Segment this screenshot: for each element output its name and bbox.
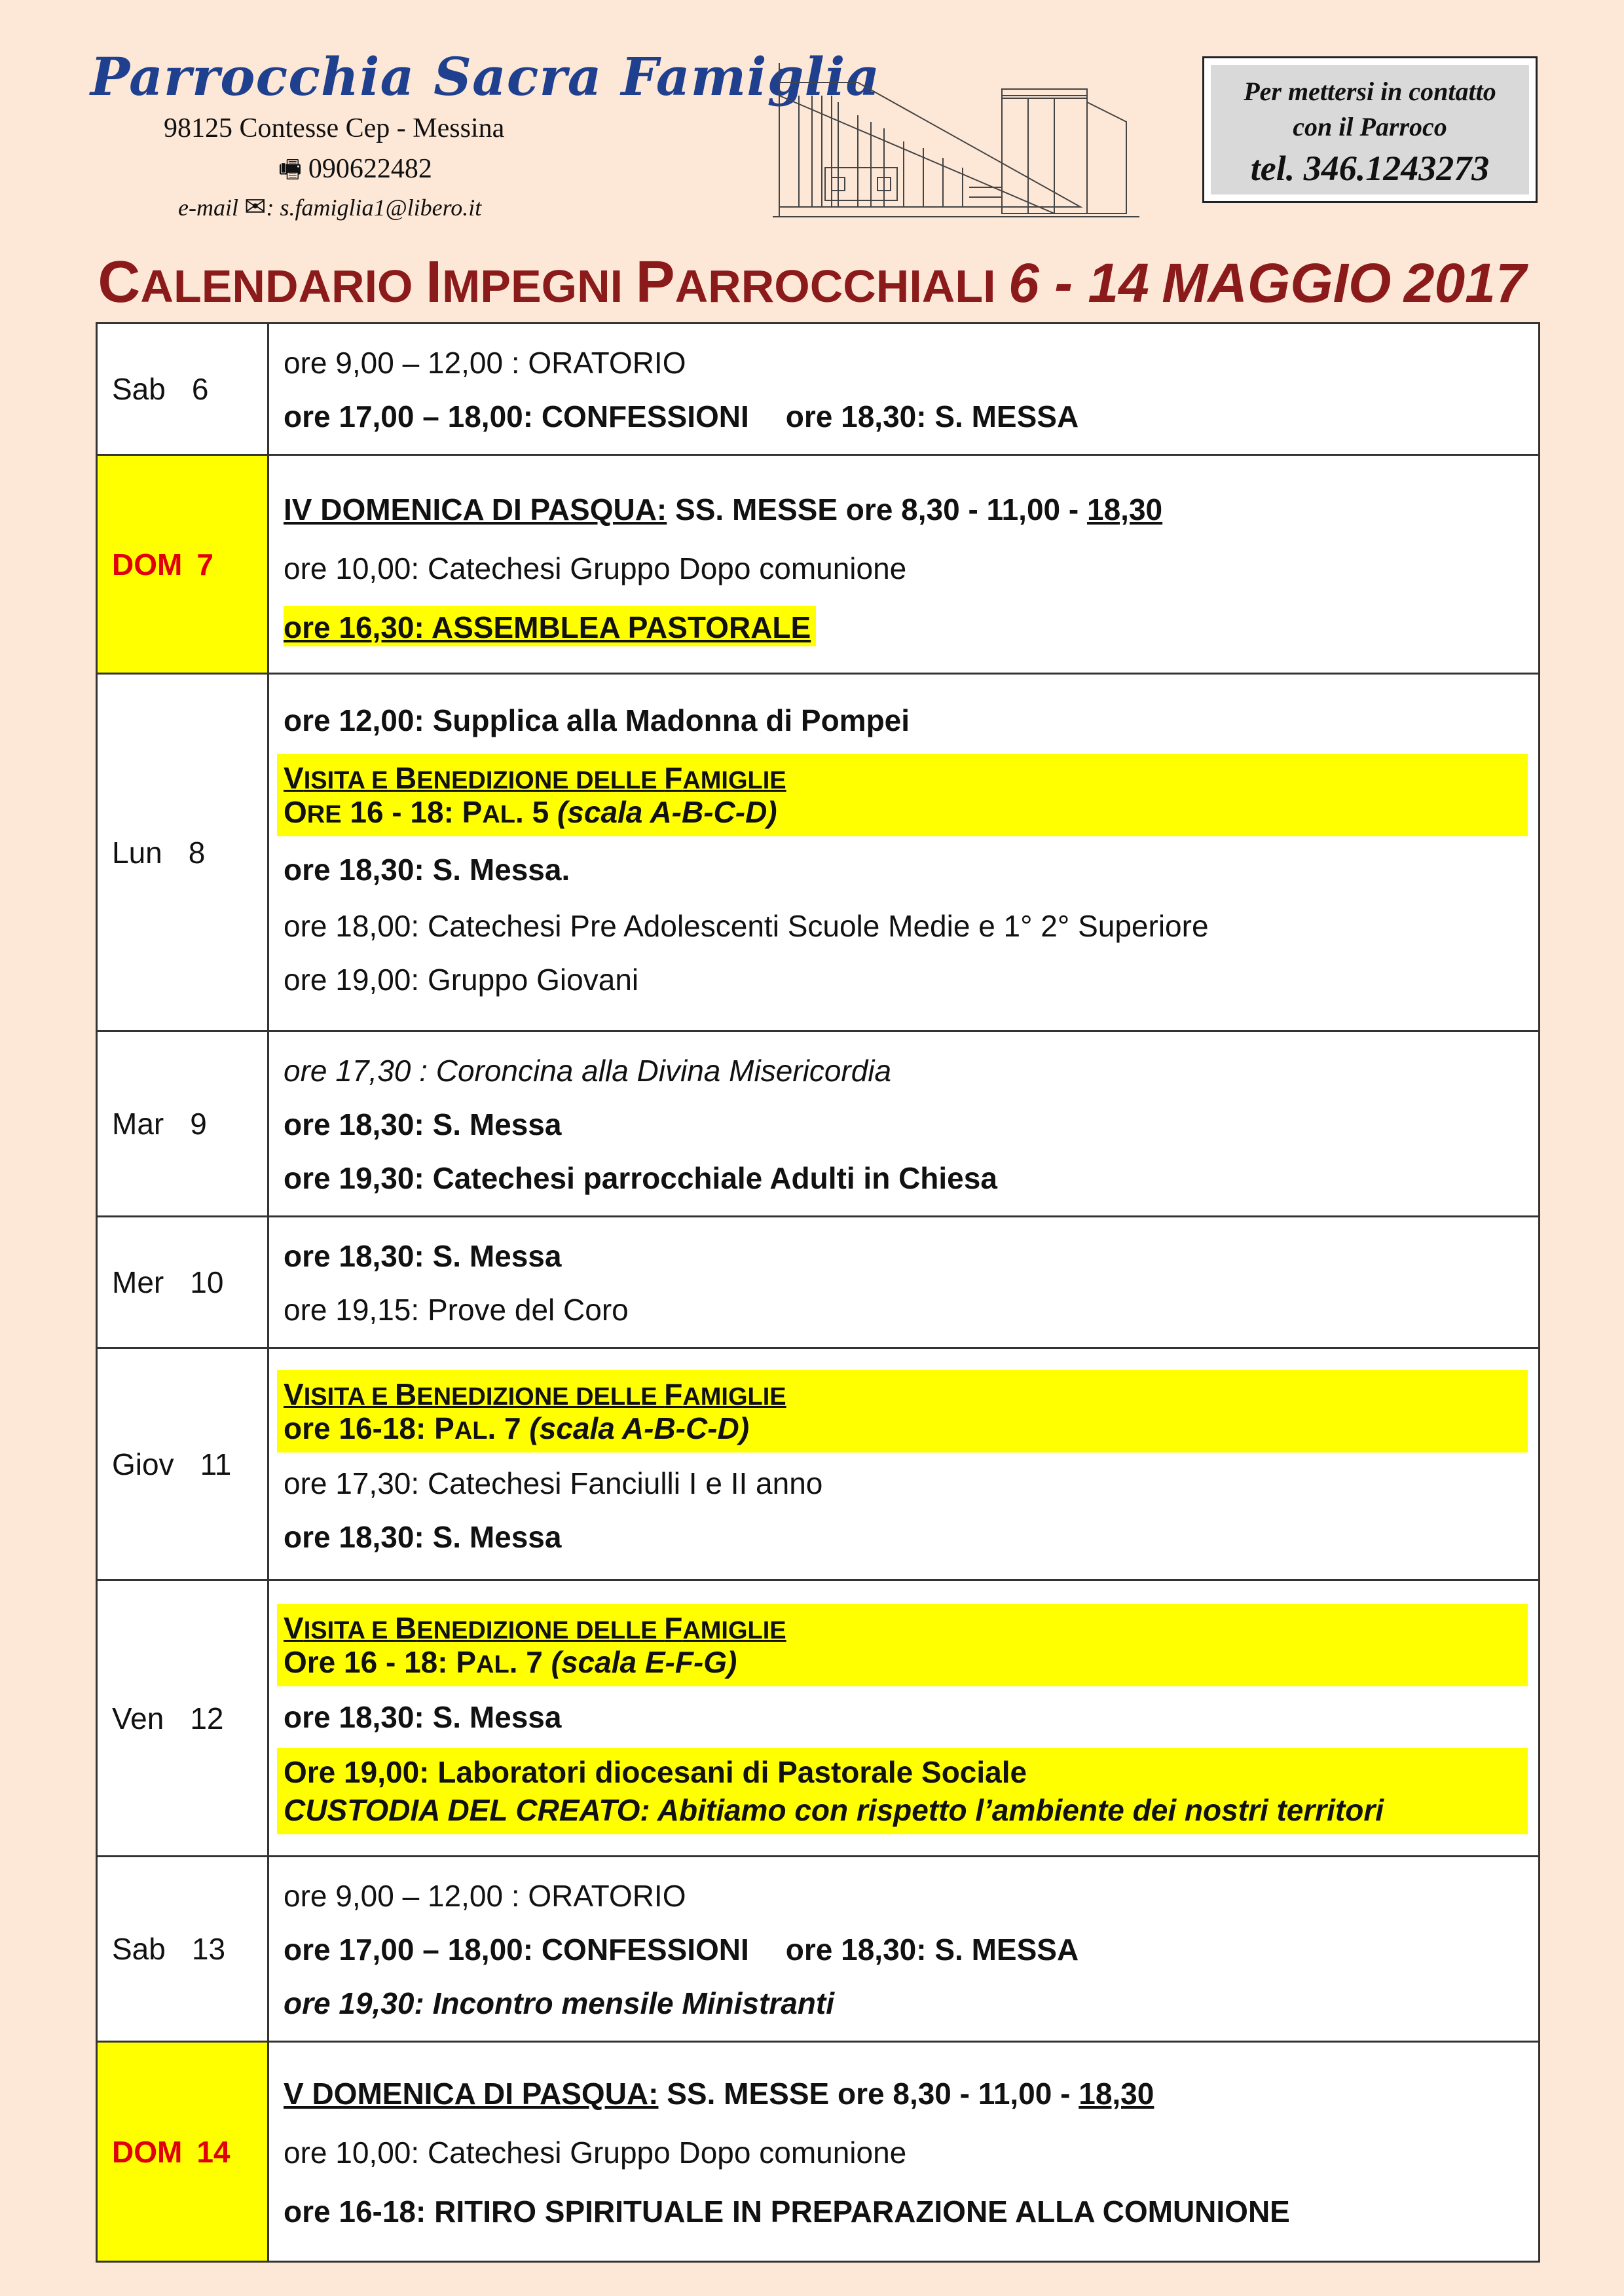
contact-box-inner — [1211, 65, 1529, 194]
event-line: ore 17,30 : Coroncina alla Divina Misericordia — [284, 1054, 892, 1088]
visita-pal-num: . 7 — [509, 1644, 551, 1679]
visita-v: V — [284, 760, 304, 795]
contact-line-2: con il Parroco — [1293, 112, 1447, 141]
event-masses: SS. MESSE ore 8,30 - 11,00 - — [667, 492, 1088, 527]
schedule-row — [97, 1348, 1540, 1580]
event-line — [284, 2064, 1528, 2123]
day-cell — [97, 1348, 268, 1580]
day-number: 10 — [190, 1265, 224, 1299]
schedule-row — [97, 455, 1540, 674]
parish-phone — [278, 151, 432, 193]
visita-amiglie: AMIGLIE — [682, 1616, 786, 1644]
visita-title — [284, 1379, 1522, 1413]
event-line: ore 19,30: Catechesi parrocchiale Adulti in Chiesa — [284, 1161, 997, 1195]
event-line — [284, 1923, 1528, 1976]
events-cell — [268, 1348, 1540, 1580]
church-drawing-icon — [773, 56, 1139, 220]
event-line: ore 17,30: Catechesi Fanciulli I e II anno — [284, 1466, 823, 1500]
event-messa: ore 18,30: S. MESSA — [785, 399, 1079, 434]
day-number: 7 — [196, 547, 213, 582]
visita-hours: ore 16-18: — [284, 1411, 435, 1445]
title-mpegni: MPEGNI — [441, 261, 623, 312]
visita-amiglie: AMIGLIE — [682, 1382, 786, 1411]
visita-o: O — [284, 794, 307, 829]
event-assemblea-highlight: ore 16,30: ASSEMBLEA PASTORALE — [284, 606, 816, 646]
page-title — [0, 249, 1624, 316]
event-sunday-name: V DOMENICA DI PASQUA: — [284, 2076, 659, 2111]
visita-al: AL — [454, 1416, 488, 1445]
day-number: 6 — [191, 372, 209, 406]
day-cell — [97, 1217, 268, 1348]
phone-number: 090622482 — [308, 154, 432, 184]
day-name: DOM — [112, 2134, 183, 2169]
title-dates: 6 - 14 — [1008, 252, 1149, 314]
event-mass-time: 18,30 — [1087, 492, 1163, 527]
day-number: 14 — [196, 2134, 231, 2169]
email-prefix: e-mail — [178, 194, 238, 221]
visita-al: AL — [476, 1650, 509, 1678]
visita-p: P — [462, 794, 483, 829]
event-line: ore 18,30: S. Messa. — [284, 852, 570, 887]
event-line: ore 12,00: Supplica alla Madonna di Pompei — [284, 703, 910, 737]
visita-enedizione: ENEDIZIONE DELLE — [416, 1616, 665, 1644]
events-cell — [268, 674, 1540, 1031]
title-alendario: ALENDARIO — [140, 261, 413, 312]
visita-v: V — [284, 1610, 304, 1645]
event-sunday-name: IV DOMENICA DI PASQUA: — [284, 492, 667, 527]
visita-pal-num: . 7 — [487, 1411, 530, 1445]
day-name: Sab — [112, 1932, 166, 1966]
day-cell — [97, 2042, 268, 2262]
visita-isita: ISITA E — [303, 766, 396, 794]
schedule-row — [97, 1580, 1540, 1857]
event-line: ore 19,15: Prove del Coro — [284, 1293, 629, 1327]
day-name: Giov — [112, 1447, 174, 1481]
title-c: C — [98, 250, 141, 315]
day-number: 8 — [188, 835, 206, 870]
events-cell — [268, 1217, 1540, 1348]
event-masses: SS. MESSE ore 8,30 - 11,00 - — [658, 2076, 1079, 2111]
event-line: ore 18,30: S. Messa — [284, 1107, 562, 1141]
visita-highlight — [277, 754, 1528, 836]
parish-address: 98125 Contesse Cep - Messina — [164, 113, 505, 143]
day-cell — [97, 674, 268, 1031]
visita-re: RE — [306, 800, 342, 828]
event-line: ore 19,30: Incontro mensile Ministranti — [284, 1986, 834, 2020]
visita-pal-num: . 5 — [515, 794, 557, 829]
visita-enedizione: ENEDIZIONE DELLE — [416, 766, 665, 794]
visita-details — [284, 794, 1522, 829]
event-mass-time: 18,30 — [1079, 2076, 1154, 2111]
parish-email — [178, 191, 481, 222]
day-cell — [97, 1857, 268, 2042]
visita-title — [284, 760, 1522, 797]
day-name: Lun — [112, 835, 162, 870]
day-number: 11 — [200, 1447, 232, 1481]
visita-hours: Ore 16 - 18: — [284, 1644, 456, 1679]
schedule-row — [97, 1031, 1540, 1217]
title-p: P — [635, 250, 675, 315]
visita-p: P — [434, 1411, 454, 1445]
title-aggio: AGGIO — [1208, 252, 1392, 314]
email-address: : s.famiglia1@libero.it — [266, 194, 482, 221]
visita-highlight — [277, 1604, 1528, 1686]
custodia-line: CUSTODIA DEL CREATO: Abitiamo con rispetto l’ambiente dei nostri territori — [284, 1792, 1384, 1827]
schedule-row — [97, 324, 1540, 455]
event-line: ore 18,30: S. Messa — [284, 1699, 562, 1734]
event-line — [284, 480, 1528, 539]
event-line: ore 9,00 – 12,00 : ORATORIO — [284, 346, 686, 380]
visita-isita: ISITA E — [303, 1616, 396, 1644]
visita-details — [284, 1413, 1522, 1443]
day-name: Mar — [112, 1107, 164, 1141]
visita-isita: ISITA E — [303, 1382, 396, 1411]
event-line: ore 19,00: Gruppo Giovani — [284, 962, 639, 997]
visita-highlight — [277, 1370, 1528, 1453]
contact-box — [1202, 56, 1538, 203]
visita-title — [284, 1610, 1522, 1647]
laboratori-highlight — [277, 1748, 1528, 1834]
event-line: ore 10,00: Catechesi Gruppo Dopo comunione — [284, 551, 907, 585]
visita-scala: (scala A-B-C-D) — [557, 794, 777, 829]
event-line: ore 10,00: Catechesi Gruppo Dopo comunione — [284, 2135, 907, 2170]
schedule-row — [97, 1857, 1540, 2042]
page-header — [0, 0, 1624, 321]
title-arrocchiali: ARROCCHIALI — [674, 261, 996, 312]
event-line: ore 18,30: S. Messa — [284, 1239, 562, 1273]
visita-b: B — [395, 1610, 417, 1645]
visita-f: F — [664, 760, 683, 795]
day-number: 12 — [190, 1701, 224, 1735]
day-cell — [97, 1580, 268, 1857]
visita-b: B — [395, 1377, 417, 1411]
laboratori-line: Ore 19,00: Laboratori diocesani di Pastorale Sociale — [284, 1754, 1027, 1789]
envelope-icon: ✉ — [244, 192, 267, 221]
visita-scala: (scala E-F-G) — [551, 1644, 737, 1679]
day-number: 9 — [190, 1107, 207, 1141]
visita-v: V — [284, 1377, 304, 1411]
visita-enedizione: ENEDIZIONE DELLE — [416, 1382, 665, 1411]
events-cell — [268, 1580, 1540, 1857]
event-messa: ore 18,30: S. MESSA — [785, 1933, 1079, 1967]
events-cell — [268, 1031, 1540, 1217]
visita-scala: (scala A-B-C-D) — [529, 1411, 750, 1445]
schedule-row — [97, 2042, 1540, 2262]
title-i: I — [425, 250, 442, 315]
schedule-table — [96, 322, 1540, 2263]
schedule-row — [97, 1217, 1540, 1348]
title-year: 2017 — [1403, 252, 1526, 314]
events-cell — [268, 1857, 1540, 2042]
event-line: ore 9,00 – 12,00 : ORATORIO — [284, 1879, 686, 1913]
event-confessioni: ore 17,00 – 18,00: CONFESSIONI — [284, 1933, 749, 1967]
visita-b: B — [395, 760, 417, 795]
visita-f: F — [664, 1377, 683, 1411]
visita-f: F — [664, 1610, 683, 1645]
title-m: M — [1162, 252, 1208, 314]
day-name: Mer — [112, 1265, 164, 1299]
day-name: Ven — [112, 1701, 164, 1735]
day-name: DOM — [112, 547, 183, 582]
event-line: ore 18,00: Catechesi Pre Adolescenti Scuole Medie e 1° 2° Superiore — [284, 908, 1209, 943]
visita-p: P — [456, 1644, 477, 1679]
event-line — [284, 390, 1528, 443]
event-line: ore 18,30: S. Messa — [284, 1519, 562, 1554]
visita-amiglie: AMIGLIE — [682, 766, 786, 794]
events-cell — [268, 455, 1540, 674]
visita-details — [284, 1644, 1522, 1679]
schedule-row — [97, 674, 1540, 1031]
event-line — [284, 598, 1528, 650]
event-line: ore 16-18: RITIRO SPIRITUALE IN PREPARAZIONE ALLA COMUNIONE — [284, 2194, 1290, 2229]
parish-name: Parrocchia Sacra Famiglia — [90, 46, 881, 107]
visita-hours: 16 - 18: — [341, 794, 462, 829]
day-cell — [97, 324, 268, 455]
day-number: 13 — [191, 1932, 226, 1966]
day-cell — [97, 1031, 268, 1217]
visita-al: AL — [482, 800, 516, 828]
events-cell — [268, 324, 1540, 455]
phone-icon: 🖷 — [278, 156, 302, 183]
day-cell — [97, 455, 268, 674]
events-cell — [268, 2042, 1540, 2262]
contact-line-1: Per mettersi in contatto — [1244, 77, 1496, 106]
day-name: Sab — [112, 372, 166, 406]
contact-telephone: tel. 346.1243273 — [1250, 149, 1490, 188]
event-confessioni: ore 17,00 – 18,00: CONFESSIONI — [284, 399, 749, 434]
